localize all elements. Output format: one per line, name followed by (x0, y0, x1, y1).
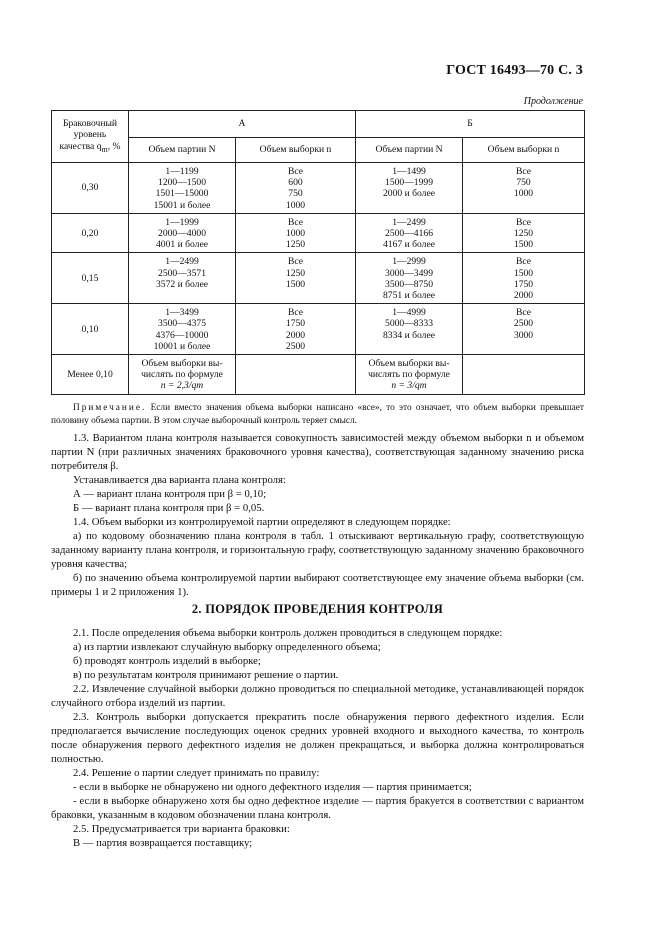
note-label: Примечание. (73, 403, 147, 413)
note-text: Если вместо значения объема выборки написано «все», то это означает, что объем выборки превышает половину объема партии. В этом случае выборочный контроль теряет смысл. (51, 403, 584, 426)
paragraph: 1.3. Вариантом плана контроля называется совокупность зависимостей между объемом выборки n и объемом партии N (при различных значениях браковочного уровня качества), соответствующая заданному значению риска потребителя β. (51, 432, 584, 472)
paragraph: В — партия возвращается поставщику; (73, 837, 253, 849)
empty-cell (463, 355, 585, 395)
party-b-cell: 1—2999 3000—3499 3500—8750 8751 и более (356, 253, 463, 304)
paragraph: 2.4. Решение о партии следует принимать по правилу: (73, 767, 320, 779)
sample-a-cell: Все 1000 1250 (236, 213, 356, 253)
paragraph: 1.4. Объем выборки из контролируемой партии определяют в следующем порядке: (73, 516, 451, 528)
formula-b-cell: Объем выборки вы- числять по формуле n = 3/qm (356, 355, 463, 395)
sample-b-cell: Все 2500 3000 (463, 304, 585, 355)
continuation-label: Продолжение (523, 96, 583, 107)
paragraph: а) по кодовому обозначению плана контроля в табл. 1 отыскивают вертикальную графу, соответствующую заданному варианту плана контроля, и горизонтальную графу, соответствующую заданному значению браковочного уровня качества; (51, 530, 584, 570)
table-row (52, 213, 585, 253)
header-sample-a: Объем выборки n (236, 138, 356, 163)
header-party-a: Объем партии N (129, 138, 236, 163)
party-a-cell: 1—1199 1200—1500 1501—15000 15001 и более (129, 163, 236, 214)
section-1-text (51, 431, 584, 599)
paragraph: в) по результатам контроля принимают решение о партии. (73, 669, 339, 681)
party-a-cell: 1—1999 2000—4000 4001 и более (129, 213, 236, 253)
level-cell: 0,15 (52, 253, 129, 304)
party-b-cell: 1—4999 5000—8333 8334 и более (356, 304, 463, 355)
paragraph: Б — вариант плана контроля при β = 0,05. (73, 502, 265, 514)
level-cell: 0,30 (52, 163, 129, 214)
sampling-table (51, 110, 585, 395)
party-a-cell: 1—3499 3500—4375 4376—10000 10001 и более (129, 304, 236, 355)
paragraph: А — вариант плана контроля при β = 0,10; (73, 488, 267, 500)
level-cell: Менее 0,10 (52, 355, 129, 395)
paragraph: 2.3. Контроль выборки допускается прекратить после обнаружения первого дефектного изделия. Если предполагается вычисление последующих оценок средних уровней входного и выходного качества, то контроль после обнаружения первого дефектного изделия не должен прекращаться, и выборка должна контролироваться полностью. (51, 711, 584, 765)
paragraph: - если в выборке обнаружено хотя бы одно дефектное изделие — партия бракуется в соответствии с вариантом браковки, указанным в кодовом обозначении плана контроля. (51, 795, 584, 821)
section-title: 2. ПОРЯДОК ПРОВЕДЕНИЯ КОНТРОЛЯ (191, 602, 444, 616)
paragraph: Устанавливается два варианта плана контроля: (73, 474, 286, 486)
level-cell: 0,10 (52, 304, 129, 355)
paragraph: а) из партии извлекают случайную выборку определенного объема; (73, 641, 381, 653)
paragraph: 2.1. После определения объема выборки контроль должен проводиться в следующем порядке: (73, 627, 503, 639)
sample-a-cell: Все 600 750 1000 (236, 163, 356, 214)
sample-a-cell: Все 1750 2000 2500 (236, 304, 356, 355)
table-row (52, 355, 585, 395)
paragraph: б) проводят контроль изделий в выборке; (73, 655, 261, 667)
paragraph: - если в выборке не обнаружено ни одного дефектного изделия — партия принимается; (73, 781, 472, 793)
table-row (52, 304, 585, 355)
header-quality-level: Браковочный уровень качества $q_m$, % (52, 111, 129, 163)
header-sample-b: Объем выборки n (463, 138, 585, 163)
party-a-cell: 1—2499 2500—3571 3572 и более (129, 253, 236, 304)
formula-a-cell: Объем выборки вы- числять по формуле n = 2,3/qm (129, 355, 236, 395)
sample-b-cell: Все 1500 1750 2000 (463, 253, 585, 304)
table-row (52, 163, 585, 214)
section-2-text (51, 626, 584, 850)
party-b-cell: 1—2499 2500—4166 4167 и более (356, 213, 463, 253)
header-variant-b: Б (356, 111, 585, 138)
header-variant-a: А (129, 111, 356, 138)
paragraph: 2.2. Извлечение случайной выборки должно проводиться по специальной методике, устанавливающей порядок случайного отбора изделий из партии. (51, 683, 584, 709)
sample-a-cell: Все 1250 1500 (236, 253, 356, 304)
party-b-cell: 1—1499 1500—1999 2000 и более (356, 163, 463, 214)
table-note (51, 402, 584, 427)
table-row (52, 253, 585, 304)
level-cell: 0,20 (52, 213, 129, 253)
paragraph: 2.5. Предусматривается три варианта браковки: (73, 823, 290, 835)
page-header: ГОСТ 16493—70 С. 3 (446, 63, 583, 78)
sample-b-cell: Все 750 1000 (463, 163, 585, 214)
paragraph: б) по значению объема контролируемой партии выбирают соответствующее ему значение объема выборки (см. примеры 1 и 2 приложения 1). (51, 572, 584, 598)
header-party-b: Объем партии N (356, 138, 463, 163)
sample-b-cell: Все 1250 1500 (463, 213, 585, 253)
empty-cell (236, 355, 356, 395)
